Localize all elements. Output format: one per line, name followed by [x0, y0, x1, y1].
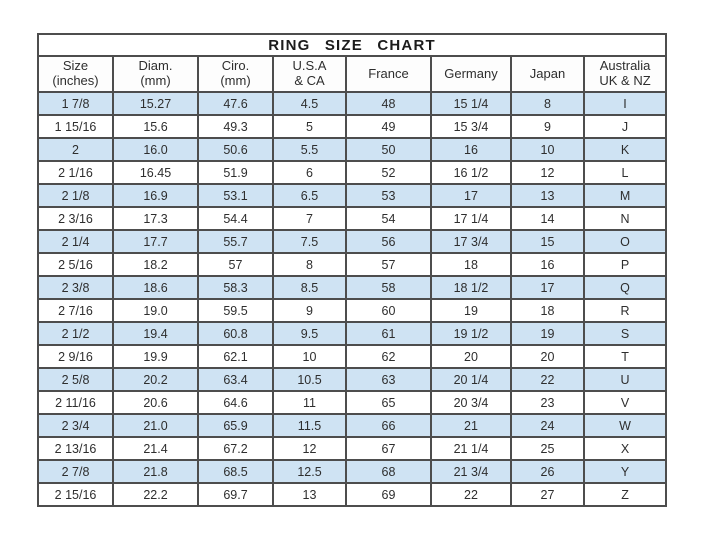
- cell-ciro-mm: 47.6: [198, 92, 273, 115]
- cell-ciro-mm: 60.8: [198, 322, 273, 345]
- column-header-sublabel: & CA: [294, 73, 325, 88]
- cell-japan: 27: [511, 483, 584, 506]
- column-header-label: Size: [62, 58, 89, 74]
- column-header-australia-uk-nz: [584, 56, 666, 92]
- cell-usa-ca: 5.5: [273, 138, 346, 161]
- cell-size-inches: 1 15/16: [38, 115, 113, 138]
- cell-size-inches: 2 3/16: [38, 207, 113, 230]
- cell-germany: 21 3/4: [431, 460, 511, 483]
- cell-australia-uk-nz: R: [584, 299, 666, 322]
- table-row: [38, 161, 666, 184]
- cell-germany: 17: [431, 184, 511, 207]
- cell-germany: 19 1/2: [431, 322, 511, 345]
- cell-usa-ca: 13: [273, 483, 346, 506]
- cell-japan: 8: [511, 92, 584, 115]
- cell-france: 62: [346, 345, 431, 368]
- column-header-label: Germany: [444, 65, 498, 81]
- cell-australia-uk-nz: Q: [584, 276, 666, 299]
- cell-japan: 14: [511, 207, 584, 230]
- cell-size-inches: 2 3/4: [38, 414, 113, 437]
- cell-japan: 9: [511, 115, 584, 138]
- cell-japan: 25: [511, 437, 584, 460]
- table-row: [38, 322, 666, 345]
- column-header-label: Japan: [529, 65, 566, 81]
- cell-diam-mm: 20.2: [113, 368, 198, 391]
- table-row: [38, 299, 666, 322]
- cell-germany: 22: [431, 483, 511, 506]
- cell-diam-mm: 17.7: [113, 230, 198, 253]
- cell-diam-mm: 15.6: [113, 115, 198, 138]
- table-body: [38, 92, 666, 506]
- table-row: [38, 115, 666, 138]
- cell-germany: 17 1/4: [431, 207, 511, 230]
- cell-japan: 17: [511, 276, 584, 299]
- column-header-japan: [511, 56, 584, 92]
- table-row: [38, 230, 666, 253]
- cell-ciro-mm: 69.7: [198, 483, 273, 506]
- cell-size-inches: 2 5/16: [38, 253, 113, 276]
- column-header-label: France: [368, 65, 409, 81]
- cell-usa-ca: 7: [273, 207, 346, 230]
- cell-usa-ca: 9.5: [273, 322, 346, 345]
- cell-ciro-mm: 62.1: [198, 345, 273, 368]
- cell-ciro-mm: 65.9: [198, 414, 273, 437]
- cell-diam-mm: 16.45: [113, 161, 198, 184]
- cell-australia-uk-nz: P: [584, 253, 666, 276]
- cell-japan: 23: [511, 391, 584, 414]
- cell-france: 54: [346, 207, 431, 230]
- cell-france: 63: [346, 368, 431, 391]
- cell-usa-ca: 4.5: [273, 92, 346, 115]
- cell-germany: 21 1/4: [431, 437, 511, 460]
- cell-australia-uk-nz: T: [584, 345, 666, 368]
- cell-australia-uk-nz: U: [584, 368, 666, 391]
- cell-size-inches: 2 15/16: [38, 483, 113, 506]
- cell-australia-uk-nz: Y: [584, 460, 666, 483]
- cell-japan: 24: [511, 414, 584, 437]
- cell-diam-mm: 19.9: [113, 345, 198, 368]
- cell-ciro-mm: 55.7: [198, 230, 273, 253]
- cell-japan: 18: [511, 299, 584, 322]
- cell-ciro-mm: 49.3: [198, 115, 273, 138]
- cell-france: 49: [346, 115, 431, 138]
- table-row: [38, 207, 666, 230]
- cell-ciro-mm: 59.5: [198, 299, 273, 322]
- cell-usa-ca: 11.5: [273, 414, 346, 437]
- cell-size-inches: 2 3/8: [38, 276, 113, 299]
- cell-ciro-mm: 67.2: [198, 437, 273, 460]
- cell-france: 58: [346, 276, 431, 299]
- table-row: [38, 184, 666, 207]
- cell-usa-ca: 5: [273, 115, 346, 138]
- column-header-sublabel: (mm): [220, 73, 251, 88]
- cell-diam-mm: 18.6: [113, 276, 198, 299]
- cell-france: 65: [346, 391, 431, 414]
- cell-germany: 15 3/4: [431, 115, 511, 138]
- cell-germany: 18 1/2: [431, 276, 511, 299]
- cell-australia-uk-nz: X: [584, 437, 666, 460]
- cell-diam-mm: 22.2: [113, 483, 198, 506]
- cell-france: 61: [346, 322, 431, 345]
- cell-size-inches: 2 1/8: [38, 184, 113, 207]
- cell-australia-uk-nz: J: [584, 115, 666, 138]
- cell-size-inches: 2 1/4: [38, 230, 113, 253]
- cell-france: 68: [346, 460, 431, 483]
- cell-france: 60: [346, 299, 431, 322]
- cell-germany: 18: [431, 253, 511, 276]
- cell-australia-uk-nz: K: [584, 138, 666, 161]
- cell-australia-uk-nz: V: [584, 391, 666, 414]
- cell-usa-ca: 8.5: [273, 276, 346, 299]
- cell-diam-mm: 21.4: [113, 437, 198, 460]
- cell-japan: 10: [511, 138, 584, 161]
- cell-germany: 20 3/4: [431, 391, 511, 414]
- cell-diam-mm: 19.0: [113, 299, 198, 322]
- cell-france: 52: [346, 161, 431, 184]
- cell-diam-mm: 21.0: [113, 414, 198, 437]
- cell-diam-mm: 15.27: [113, 92, 198, 115]
- column-header-sublabel: (inches): [52, 73, 99, 88]
- cell-diam-mm: 19.4: [113, 322, 198, 345]
- table-head: [38, 34, 666, 92]
- cell-usa-ca: 9: [273, 299, 346, 322]
- cell-usa-ca: 7.5: [273, 230, 346, 253]
- cell-australia-uk-nz: Z: [584, 483, 666, 506]
- cell-ciro-mm: 53.1: [198, 184, 273, 207]
- column-header-size-inches: [38, 56, 113, 92]
- cell-germany: 17 3/4: [431, 230, 511, 253]
- cell-usa-ca: 10.5: [273, 368, 346, 391]
- table-row: [38, 414, 666, 437]
- column-header-usa-ca: [273, 56, 346, 92]
- cell-germany: 16 1/2: [431, 161, 511, 184]
- column-header-label: Australia: [599, 58, 651, 74]
- cell-diam-mm: 20.6: [113, 391, 198, 414]
- cell-diam-mm: 17.3: [113, 207, 198, 230]
- table-row: [38, 253, 666, 276]
- cell-australia-uk-nz: M: [584, 184, 666, 207]
- cell-germany: 21: [431, 414, 511, 437]
- cell-germany: 16: [431, 138, 511, 161]
- cell-ciro-mm: 58.3: [198, 276, 273, 299]
- cell-france: 50: [346, 138, 431, 161]
- cell-france: 57: [346, 253, 431, 276]
- table-row: [38, 138, 666, 161]
- cell-japan: 16: [511, 253, 584, 276]
- table-row: [38, 437, 666, 460]
- table-row: [38, 345, 666, 368]
- cell-japan: 12: [511, 161, 584, 184]
- cell-australia-uk-nz: L: [584, 161, 666, 184]
- cell-ciro-mm: 68.5: [198, 460, 273, 483]
- cell-diam-mm: 16.0: [113, 138, 198, 161]
- cell-diam-mm: 18.2: [113, 253, 198, 276]
- cell-size-inches: 2 13/16: [38, 437, 113, 460]
- cell-usa-ca: 6: [273, 161, 346, 184]
- cell-australia-uk-nz: N: [584, 207, 666, 230]
- cell-size-inches: 2 11/16: [38, 391, 113, 414]
- cell-ciro-mm: 63.4: [198, 368, 273, 391]
- cell-japan: 15: [511, 230, 584, 253]
- cell-size-inches: 2 7/8: [38, 460, 113, 483]
- cell-japan: 19: [511, 322, 584, 345]
- page-title: RING SIZE CHART: [38, 34, 666, 56]
- cell-france: 48: [346, 92, 431, 115]
- cell-size-inches: 2 9/16: [38, 345, 113, 368]
- column-header-label: U.S.A: [292, 58, 327, 74]
- cell-france: 53: [346, 184, 431, 207]
- cell-size-inches: 2: [38, 138, 113, 161]
- ring-size-chart-table: [37, 33, 667, 507]
- cell-france: 66: [346, 414, 431, 437]
- cell-diam-mm: 16.9: [113, 184, 198, 207]
- title-row: [38, 34, 666, 56]
- cell-size-inches: 2 1/2: [38, 322, 113, 345]
- cell-size-inches: 2 7/16: [38, 299, 113, 322]
- column-header-diam-mm: [113, 56, 198, 92]
- cell-size-inches: 2 1/16: [38, 161, 113, 184]
- cell-australia-uk-nz: I: [584, 92, 666, 115]
- table-row: [38, 391, 666, 414]
- cell-ciro-mm: 51.9: [198, 161, 273, 184]
- column-header-sublabel: (mm): [140, 73, 171, 88]
- cell-ciro-mm: 50.6: [198, 138, 273, 161]
- cell-usa-ca: 8: [273, 253, 346, 276]
- cell-australia-uk-nz: O: [584, 230, 666, 253]
- cell-japan: 13: [511, 184, 584, 207]
- cell-size-inches: 2 5/8: [38, 368, 113, 391]
- cell-germany: 20: [431, 345, 511, 368]
- cell-france: 67: [346, 437, 431, 460]
- cell-ciro-mm: 64.6: [198, 391, 273, 414]
- cell-france: 69: [346, 483, 431, 506]
- column-header-france: [346, 56, 431, 92]
- ring-size-chart: [37, 33, 665, 507]
- cell-ciro-mm: 57: [198, 253, 273, 276]
- table-row: [38, 92, 666, 115]
- cell-japan: 26: [511, 460, 584, 483]
- cell-france: 56: [346, 230, 431, 253]
- cell-usa-ca: 6.5: [273, 184, 346, 207]
- table-row: [38, 460, 666, 483]
- column-header-ciro-mm: [198, 56, 273, 92]
- column-header-label: Ciro.: [221, 58, 250, 74]
- table-row: [38, 276, 666, 299]
- cell-size-inches: 1 7/8: [38, 92, 113, 115]
- table-row: [38, 483, 666, 506]
- column-header-label: Diam.: [138, 58, 173, 74]
- cell-usa-ca: 12: [273, 437, 346, 460]
- cell-usa-ca: 11: [273, 391, 346, 414]
- cell-australia-uk-nz: S: [584, 322, 666, 345]
- cell-australia-uk-nz: W: [584, 414, 666, 437]
- cell-germany: 20 1/4: [431, 368, 511, 391]
- column-header-sublabel: UK & NZ: [599, 73, 651, 88]
- cell-germany: 19: [431, 299, 511, 322]
- column-header-germany: [431, 56, 511, 92]
- column-header-row: [38, 56, 666, 92]
- cell-ciro-mm: 54.4: [198, 207, 273, 230]
- cell-germany: 15 1/4: [431, 92, 511, 115]
- cell-usa-ca: 10: [273, 345, 346, 368]
- cell-diam-mm: 21.8: [113, 460, 198, 483]
- cell-usa-ca: 12.5: [273, 460, 346, 483]
- cell-japan: 22: [511, 368, 584, 391]
- cell-japan: 20: [511, 345, 584, 368]
- table-row: [38, 368, 666, 391]
